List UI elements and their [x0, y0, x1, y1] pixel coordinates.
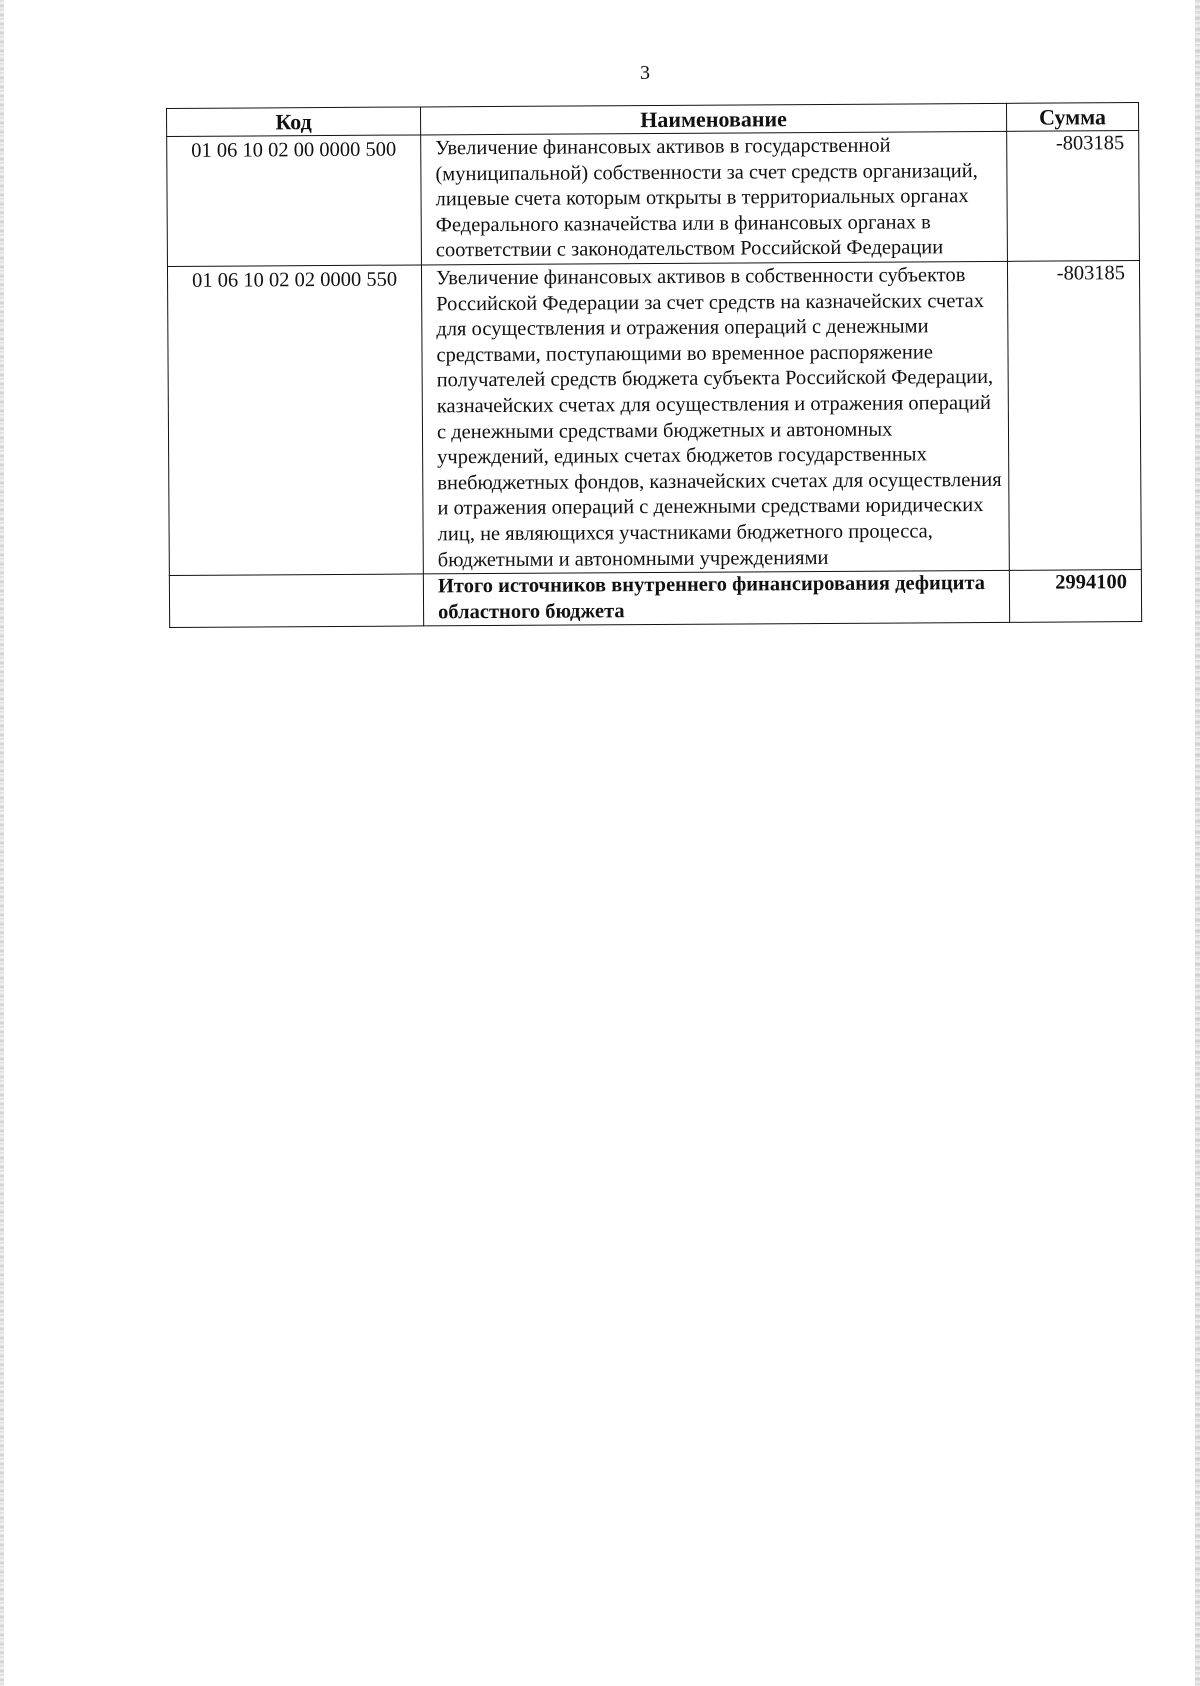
row-code: 01 06 10 02 00 0000 500	[167, 135, 422, 267]
total-row	[169, 570, 1141, 628]
financing-sources-table	[166, 102, 1142, 628]
table-row	[167, 131, 1140, 267]
scan-edge-right	[1195, 0, 1200, 1686]
header-name: Наименование	[420, 103, 1006, 135]
table-row	[167, 261, 1141, 576]
row-name: Увеличение финансовых активов в государственной (муниципальной) собственности за счет средств организаций, лицевые счета которым открыты в территориальных органах Федерального казначейства или в финансовых органах в соответствии с законодательством Российской Федерации	[421, 131, 1008, 265]
scan-edge-left	[0, 0, 4, 1686]
total-sum: 2994100	[1009, 570, 1141, 623]
total-name: Итого источников внутреннего финансирования дефицита областного бюджета	[423, 570, 1009, 626]
row-name: Увеличение финансовых активов в собственности субъектов Российской Федерации за счет средств на казначейских счетах для осуществления и отражения операций с денежными средствами, поступающими во временное распоряжение получателей средств бюджета субъекта Российской Федерации, казначейских счетах для осуществления и отражения операций с денежными средствами бюджетных и автономных учреждений, единых счетах бюджетов государственных внебюджетных фондов, казначейских счетах для осуществления и отражения операций с денежными средствами юридических лиц, не являющихся участниками бюджетного процесса, бюджетными и автономными учреждениями	[421, 261, 1009, 574]
header-sum: Сумма	[1006, 103, 1138, 132]
row-sum: -803185	[1007, 261, 1141, 571]
page-number: 3	[640, 62, 650, 84]
total-code	[169, 574, 423, 628]
row-code: 01 06 10 02 02 0000 550	[167, 265, 423, 576]
header-code: Код	[167, 107, 421, 137]
row-sum: -803185	[1007, 131, 1140, 262]
